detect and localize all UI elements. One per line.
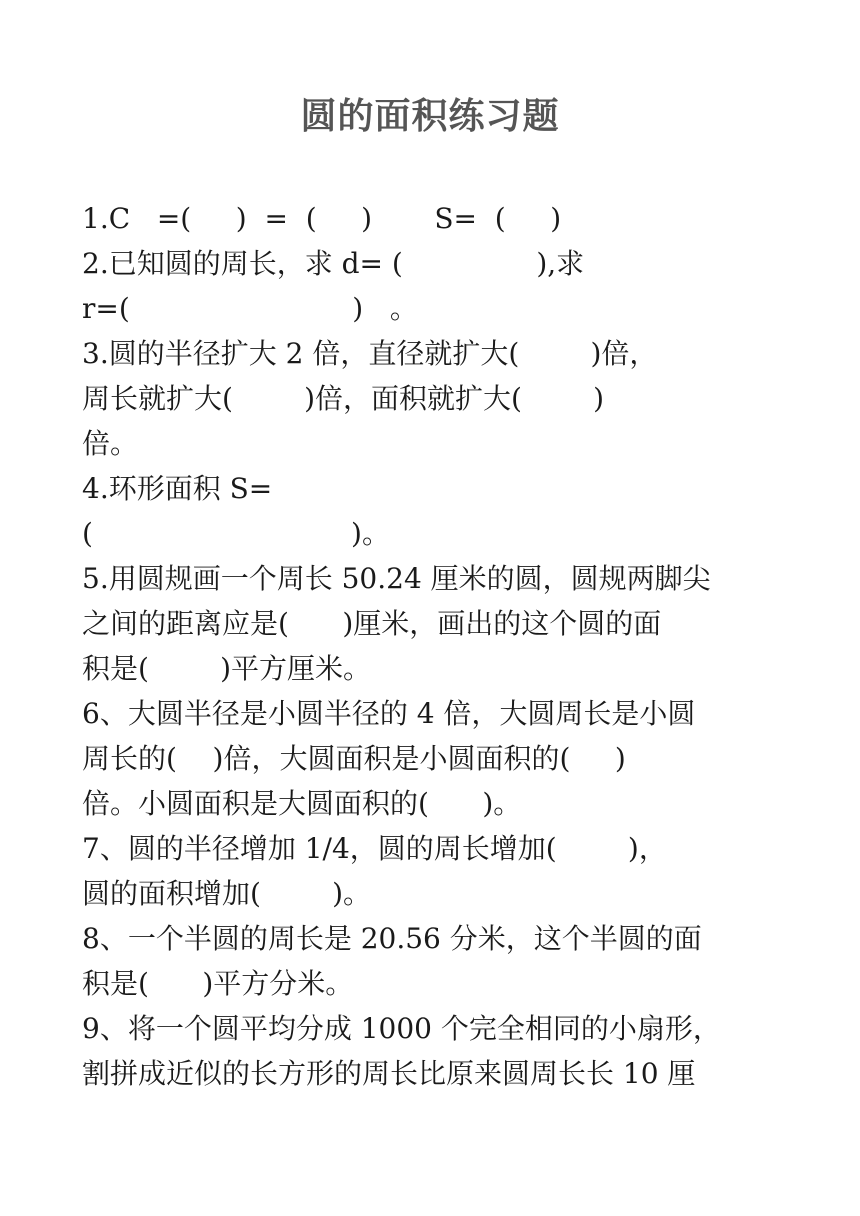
question-9-line-1: 9、将一个圆平均分成 1000 个完全相同的小扇形，	[82, 1012, 721, 1045]
question-3-line-2: 周长就扩大( )倍，面积就扩大( )	[82, 382, 605, 415]
question-9-line-2: 割拼成近似的长方形的周长比原来圆周长长 10 厘	[82, 1057, 696, 1090]
question-3-line-1: 3.圆的半径扩大 2 倍，直径就扩大( )倍，	[82, 337, 658, 370]
question-7-line-1: 7、圆的半径增加 1/4，圆的周长增加( )，	[82, 832, 667, 865]
question-8-line-1: 8、一个半圆的周长是 20.56 分米，这个半圆的面	[82, 922, 702, 955]
question-4-line-1: 4.环形面积 S=	[82, 472, 273, 505]
question-2-line-2: r=( ) 。	[82, 292, 418, 325]
question-5-line-2: 之间的距离应是( )厘米，画出的这个圆的面	[82, 607, 662, 640]
question-6-line-1: 6、大圆半径是小圆半径的 4 倍，大圆周长是小圆	[82, 697, 696, 730]
question-1-line: 1.C =( ) = ( ) S= ( )	[82, 202, 562, 235]
question-2-line-1: 2.已知圆的周长，求 d= ( ),求	[82, 247, 585, 280]
worksheet-title: 圆的面积练习题	[300, 96, 560, 137]
question-5-line-3: 积是( )平方厘米。	[82, 652, 372, 685]
question-8-line-2: 积是( )平方分米。	[82, 967, 354, 1000]
question-list	[82, 196, 782, 1096]
question-6-line-2: 周长的( )倍，大圆面积是小圆面积的( )	[82, 742, 626, 775]
question-7-line-2: 圆的面积增加( )。	[82, 877, 372, 910]
question-6-line-3: 倍。小圆面积是大圆面积的( )。	[82, 787, 522, 820]
question-4-line-2: ( )。	[82, 517, 390, 550]
question-3-line-3: 倍。	[82, 427, 139, 460]
question-5-line-1: 5.用圆规画一个周长 50.24 厘米的圆，圆规两脚尖	[82, 562, 711, 595]
